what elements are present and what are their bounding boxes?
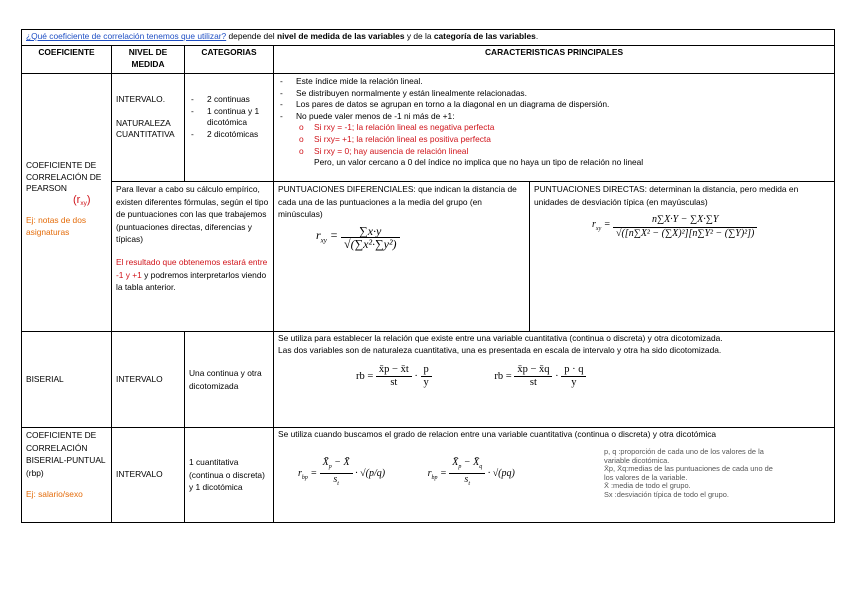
- pearson-calc-red: El resultado que obtenemos estará entre -1 y +1: [116, 256, 268, 280]
- formula-pearson-directa: $r_{xy}$ = $\frac{n\sum X\cdot Y - \sum X\cdot\sum Y}{\text{√([n∑X² − (∑X)²][n∑Y² − (∑Y)²])}}$: [592, 214, 830, 240]
- puntual-legend: [604, 448, 774, 500]
- pearson-nivel-2: NATURALEZA CUANTITATIVA: [116, 117, 175, 140]
- biserial-categoria: Una continua y otra dicotomizada: [185, 332, 274, 428]
- pearson-dir-text: PUNTUACIONES DIRECTAS: determinan la distancia, pero medida en unidades de desviación típica (en mayúsculas): [534, 184, 799, 207]
- puntual-example: Ej: salario/sexo: [26, 489, 83, 500]
- biserial-char-2: Las dos variables son de naturaleza cuantitativa, una es presentada en escala de intervalo y otra ha sido dicotomizada.: [278, 344, 722, 355]
- correlation-table: [21, 29, 835, 523]
- list-item: o Si rxy = -1; la relación lineal es negativa perfecta: [296, 122, 830, 134]
- legend-item: X̄ :media de todo el grupo.: [604, 481, 691, 491]
- biserial-nivel: INTERVALO: [112, 332, 185, 428]
- pearson-subchar-list: [278, 122, 830, 157]
- pearson-char-list: [278, 76, 830, 122]
- intro-text-a: depende del: [226, 31, 277, 41]
- pearson-calc-text: Para llevar a cabo su cálculo empírico, existen diferentes fórmulas, según el tipo de puntuaciones con las que trabajemos (puntuaciones directas, diferencias y típicas): [116, 184, 269, 245]
- list-item: - 2 dicotómicas: [189, 129, 269, 141]
- intro-question-link[interactable]: ¿Qué coeficiente de correlación tenemos que utilizar?: [26, 31, 227, 41]
- pearson-example: Ej: notas de dos asignaturas: [26, 215, 87, 237]
- list-item: - Se distribuyen normalmente y están linealmente relacionadas.: [278, 88, 830, 100]
- pearson-diferenciales-cell: [274, 182, 530, 332]
- legend-item: p, q :proporción de cada uno de los valores de la variable dicotómica.: [604, 447, 764, 465]
- intro-bold-b: categoría de las variables: [433, 31, 536, 41]
- intro-text-b: y de la: [404, 31, 434, 41]
- biserial-name: BISERIAL: [22, 332, 112, 428]
- formula-puntual-2: $r_{bp}$ = $\frac{X̄_p - X̄_q}{s_t}$ · √(pq): [427, 456, 515, 488]
- pearson-calc-result: [116, 256, 269, 294]
- legend-item: Sx :desviación típica de todo el grupo.: [604, 489, 729, 499]
- puntual-nivel: INTERVALO: [112, 428, 185, 523]
- pearson-symbol: $(r_{xy})$: [73, 193, 91, 207]
- pearson-note: Pero, un valor cercano a 0 del índice no implica que no haya un tipo de relación no lineal: [314, 157, 644, 168]
- list-item: - Este índice mide la relación lineal.: [278, 76, 830, 88]
- formula-puntual-1: $r_{bp}$ = $\frac{X̄_p - X̄}{s_t}$ · √(p/q): [298, 456, 388, 488]
- pearson-calc-cell: [112, 182, 274, 332]
- list-item: - 2 continuas: [189, 94, 269, 106]
- list-item: - Los pares de datos se agrupan en torno a la diagonal en un diagrama de dispersión.: [278, 99, 830, 111]
- pearson-calc-tail: y podremos interpretarlos viendo la tabla anterior.: [116, 269, 267, 293]
- pearson-name-cell: [22, 74, 112, 332]
- pearson-directas-cell: [530, 182, 835, 332]
- formula-pearson-diferencial: $r_{xy}$ = $\frac{\sum x\cdot y}{\text{√(∑x²·∑y²)}}$: [316, 225, 525, 251]
- puntual-categoria: 1 cuantitativa (continua o discreta) y 1 dicotómica: [185, 428, 274, 523]
- pearson-dif-text: PUNTUACIONES DIFERENCIALES: que indican la distancia de cada una de las puntuaciones a la media del grupo (en minúsculas): [278, 184, 517, 220]
- pearson-categorias-cell: [185, 74, 274, 182]
- pearson-nivel-1: INTERVALO.: [116, 94, 166, 104]
- puntual-name-cell: [22, 428, 112, 523]
- formula-biserial-2: rb = $\frac{x̄p - x̄q}{st}$ · $\frac{p \cdot q}{y}$: [494, 371, 586, 382]
- biserial-caracteristicas-cell: [274, 332, 835, 428]
- pearson-caracteristicas-cell: [274, 74, 835, 182]
- list-item: - 1 continua y 1 dicotómica: [189, 106, 269, 129]
- list-item: o Si rxy= +1; la relación lineal es positiva perfecta: [296, 134, 830, 146]
- formula-biserial-1: rb = $\frac{x̄p - x̄t}{st}$ · $\frac{p}{y}$: [356, 371, 434, 382]
- puntual-name: COEFICIENTE DE CORRELACIÓN BISERIAL-PUNTUAL (rbp): [26, 430, 106, 478]
- biserial-char-1: Se utiliza para establecer la relación que existe entre una variable cuantitativa (continua o discreta) y otra dicotomizada.: [278, 333, 723, 343]
- header-coeficiente: COEFICIENTE: [22, 46, 112, 74]
- header-caracteristicas: CARACTERISTICAS PRINCIPALES: [274, 46, 835, 74]
- intro-row: [22, 30, 835, 46]
- intro-text-c: .: [535, 31, 539, 41]
- pearson-name: COEFICIENTE DE CORRELACIÓN DE PEARSON: [26, 160, 102, 194]
- pearson-nivel-cell: [112, 74, 185, 182]
- puntual-char: Se utiliza cuando buscamos el grado de relacion entre una variable cuantitativa (continua o discreta) y otra dicotómica: [278, 429, 717, 439]
- legend-item: X̄p, X̄q:medias de las puntuaciones de cada uno de los valores de la variable.: [604, 464, 773, 482]
- header-categorias: CATEGORIAS: [185, 46, 274, 74]
- puntual-caracteristicas-cell: [274, 428, 835, 523]
- header-nivel: NIVEL DE MEDIDA: [112, 46, 185, 74]
- list-item: - No puede valer menos de -1 ni más de +1:: [278, 111, 830, 123]
- pearson-categorias-list: [189, 94, 269, 140]
- biserial-formulas: [278, 364, 830, 388]
- list-item: o Si rxy = 0; hay ausencia de relación lineal: [296, 146, 830, 158]
- intro-bold-a: nivel de medida de las variables: [276, 31, 405, 41]
